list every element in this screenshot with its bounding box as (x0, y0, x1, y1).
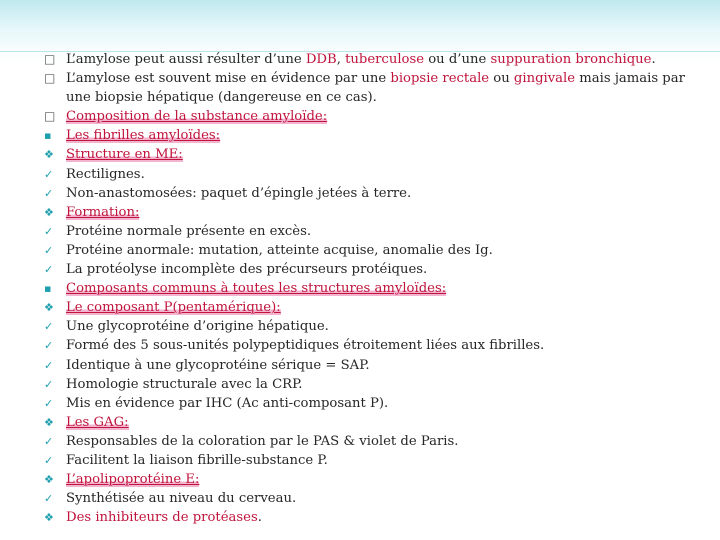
checkmark-bullet-icon: ✓ (44, 263, 54, 277)
list-item (44, 260, 694, 279)
list-item (44, 298, 694, 317)
item-text: Protéine anormale: mutation, atteinte acquise, anomalie des Ig. (66, 242, 493, 258)
checkmark-bullet-icon: ✓ (44, 377, 54, 391)
diamond-bullet-icon: ❖ (44, 148, 54, 162)
list-item (44, 451, 694, 470)
item-text: Non-anastomosées: paquet d’épingle jetées à terre. (66, 185, 412, 201)
diamond-bullet-icon: ❖ (44, 473, 54, 487)
list-item (44, 508, 694, 527)
square-bullet-icon: ▪ (44, 282, 52, 296)
checkmark-bullet-icon: ✓ (44, 320, 54, 334)
checkmark-bullet-icon: ✓ (44, 492, 54, 506)
section-heading: Composants communs à toutes les structures amyloïdes: (66, 281, 447, 297)
section-heading: Composition de la substance amyloïde: (66, 109, 328, 125)
list-item (44, 336, 694, 355)
item-text: Homologie structurale avec la CRP. (66, 376, 303, 392)
section-heading: Les fibrilles amyloïdes: (66, 128, 221, 144)
highlighted-term: tuberculose (345, 52, 425, 67)
item-text: ou d’une (424, 52, 491, 67)
item-text: Rectilignes. (66, 166, 145, 182)
item-text: La protéolyse incomplète des précurseurs protéiques. (66, 262, 428, 278)
list-item (44, 107, 694, 126)
item-text: . (257, 510, 262, 526)
list-item (44, 184, 694, 203)
item-text: , (336, 52, 346, 67)
checkbox-bullet-icon: □ (44, 52, 56, 66)
checkmark-bullet-icon: ✓ (44, 243, 54, 257)
highlighted-term: DDB (305, 52, 337, 67)
list-item (44, 203, 694, 222)
section-heading: L’apolipoprotéine E: (66, 472, 200, 488)
item-text: Responsables de la coloration par le PAS & violet de Paris. (66, 433, 459, 449)
diamond-bullet-icon: ❖ (44, 301, 54, 315)
item-text: Protéine normale présente en excès. (66, 223, 312, 239)
square-bullet-icon: ▪ (44, 129, 52, 143)
section-heading: Les GAG: (66, 414, 129, 430)
list-item (44, 394, 694, 413)
item-text: ou (489, 71, 514, 87)
list-item (44, 375, 694, 394)
list-item (44, 432, 694, 451)
item-text: . (651, 52, 656, 67)
highlighted-term: biopsie rectale (390, 71, 490, 87)
item-text: Identique à une glycoprotéine sérique = SAP. (66, 357, 370, 373)
checkbox-bullet-icon: □ (44, 109, 56, 124)
list-item (44, 413, 694, 432)
highlighted-term: gingivale (513, 71, 576, 87)
list-item (44, 470, 694, 489)
section-heading: Structure en ME: (66, 147, 183, 163)
item-text: L’amylose est souvent mise en évidence par une (66, 71, 391, 87)
diamond-bullet-icon: ❖ (44, 511, 54, 525)
section-heading: Le composant P(pentamérique): (66, 300, 281, 316)
item-text: Synthétisée au niveau du cerveau. (66, 491, 297, 507)
checkmark-bullet-icon: ✓ (44, 167, 54, 181)
list-item (44, 50, 694, 69)
item-text: Formé des 5 sous-unités polypeptidiques étroitement liées aux fibrilles. (66, 338, 545, 354)
item-text: mais jamais par une biopsie hépatique (dangereuse en ce cas). (66, 71, 685, 106)
list-item (44, 145, 694, 164)
checkmark-bullet-icon: ✓ (44, 434, 54, 448)
item-text: L’amylose peut aussi résulter d’une (66, 52, 306, 67)
item-text: Facilitent la liaison fibrille-substance P. (66, 452, 328, 468)
checkmark-bullet-icon: ✓ (44, 186, 54, 200)
highlighted-term: Des inhibiteurs de protéases (66, 510, 258, 526)
checkmark-bullet-icon: ✓ (44, 396, 54, 410)
list-item (44, 222, 694, 241)
list-item (44, 69, 694, 107)
list-item (44, 165, 694, 184)
item-text: Mis en évidence par IHC (Ac anti-composant P). (66, 395, 389, 411)
header-band (0, 0, 720, 52)
checkmark-bullet-icon: ✓ (44, 358, 54, 372)
checkmark-bullet-icon: ✓ (44, 224, 54, 238)
checkmark-bullet-icon: ✓ (44, 339, 54, 353)
item-text: Une glycoprotéine d’origine hépatique. (66, 319, 329, 335)
checkbox-bullet-icon: □ (44, 71, 56, 86)
highlighted-term: suppuration bronchique (490, 52, 652, 67)
list-item (44, 279, 694, 298)
diamond-bullet-icon: ❖ (44, 415, 54, 429)
list-item (44, 126, 694, 145)
list-item (44, 241, 694, 260)
list-item (44, 356, 694, 375)
list-item (44, 489, 694, 508)
list-item (44, 317, 694, 336)
checkmark-bullet-icon: ✓ (44, 453, 54, 467)
slide-body (44, 50, 694, 527)
diamond-bullet-icon: ❖ (44, 205, 54, 219)
section-heading: Formation: (66, 204, 140, 220)
